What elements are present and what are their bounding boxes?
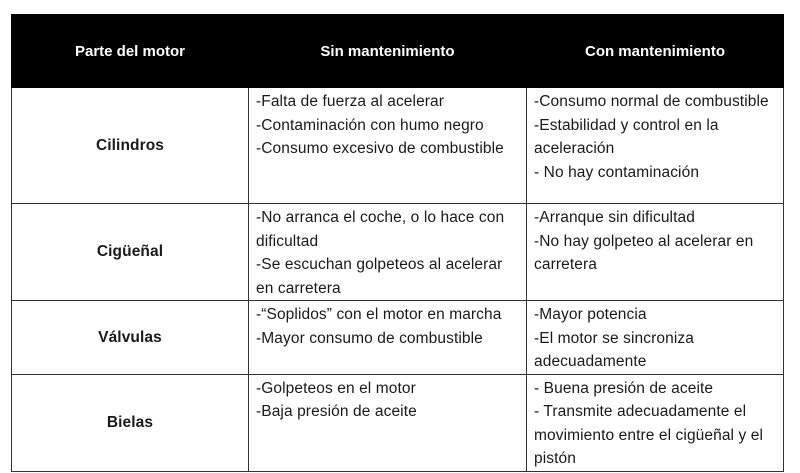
list-item: -Golpeteos en el motor (256, 379, 416, 397)
engine-maintenance-table (11, 14, 784, 472)
table-row (12, 301, 784, 375)
list-item: -Se escuchan golpeteos al acelerar en carretera (256, 256, 507, 297)
table-row (12, 374, 784, 471)
list-item: -El motor se sincroniza adecuadamente (534, 329, 699, 370)
list-item: -Falta de fuerza al acelerar (256, 93, 445, 110)
maintenance-table-container (11, 14, 783, 472)
list-item: - Transmite adecuadamente el movimiento entre el cigüeñal y el pistón (534, 403, 768, 467)
without-maintenance-cell (249, 374, 527, 471)
list-item: -Arranque sin dificultad (534, 209, 695, 226)
with-maintenance-cell (527, 204, 784, 301)
list-item: -Mayor consumo de combustible (256, 329, 483, 347)
without-maintenance-cell (249, 88, 527, 204)
with-maintenance-cell (527, 374, 784, 471)
engine-part-cell: Bielas (12, 374, 249, 471)
list-item: - No hay contaminación (534, 163, 700, 181)
header-engine-part: Parte del motor (12, 15, 249, 88)
table-row (12, 204, 784, 301)
list-item: -No arranca el coche, o lo hace con dificultad (256, 209, 509, 250)
list-item: -“Soplidos” con el motor en marcha (256, 306, 502, 323)
list-item: -Contaminación con humo negro (256, 116, 484, 134)
without-maintenance-cell (249, 301, 527, 375)
engine-part-cell: Válvulas (12, 301, 249, 375)
table-header-row (12, 15, 784, 88)
with-maintenance-cell (527, 88, 784, 204)
list-item: -Mayor potencia (534, 306, 647, 323)
list-item: -Estabilidad y control en la aceleración (534, 116, 724, 157)
engine-part-cell: Cigüeñal (12, 204, 249, 301)
without-maintenance-cell (249, 204, 527, 301)
list-item: -Consumo excesivo de combustible (256, 140, 504, 157)
list-item: -Baja presión de aceite (256, 403, 417, 420)
engine-part-cell: Cilindros (12, 88, 249, 204)
header-without-maintenance: Sin mantenimiento (249, 15, 527, 88)
table-row (12, 88, 784, 204)
list-item: -Consumo normal de combustible (534, 93, 769, 110)
header-with-maintenance: Con mantenimiento (527, 15, 784, 88)
list-item: - Buena presión de aceite (534, 379, 714, 397)
list-item: -No hay golpeteo al acelerar en carretera (534, 232, 758, 273)
with-maintenance-cell (527, 301, 784, 375)
